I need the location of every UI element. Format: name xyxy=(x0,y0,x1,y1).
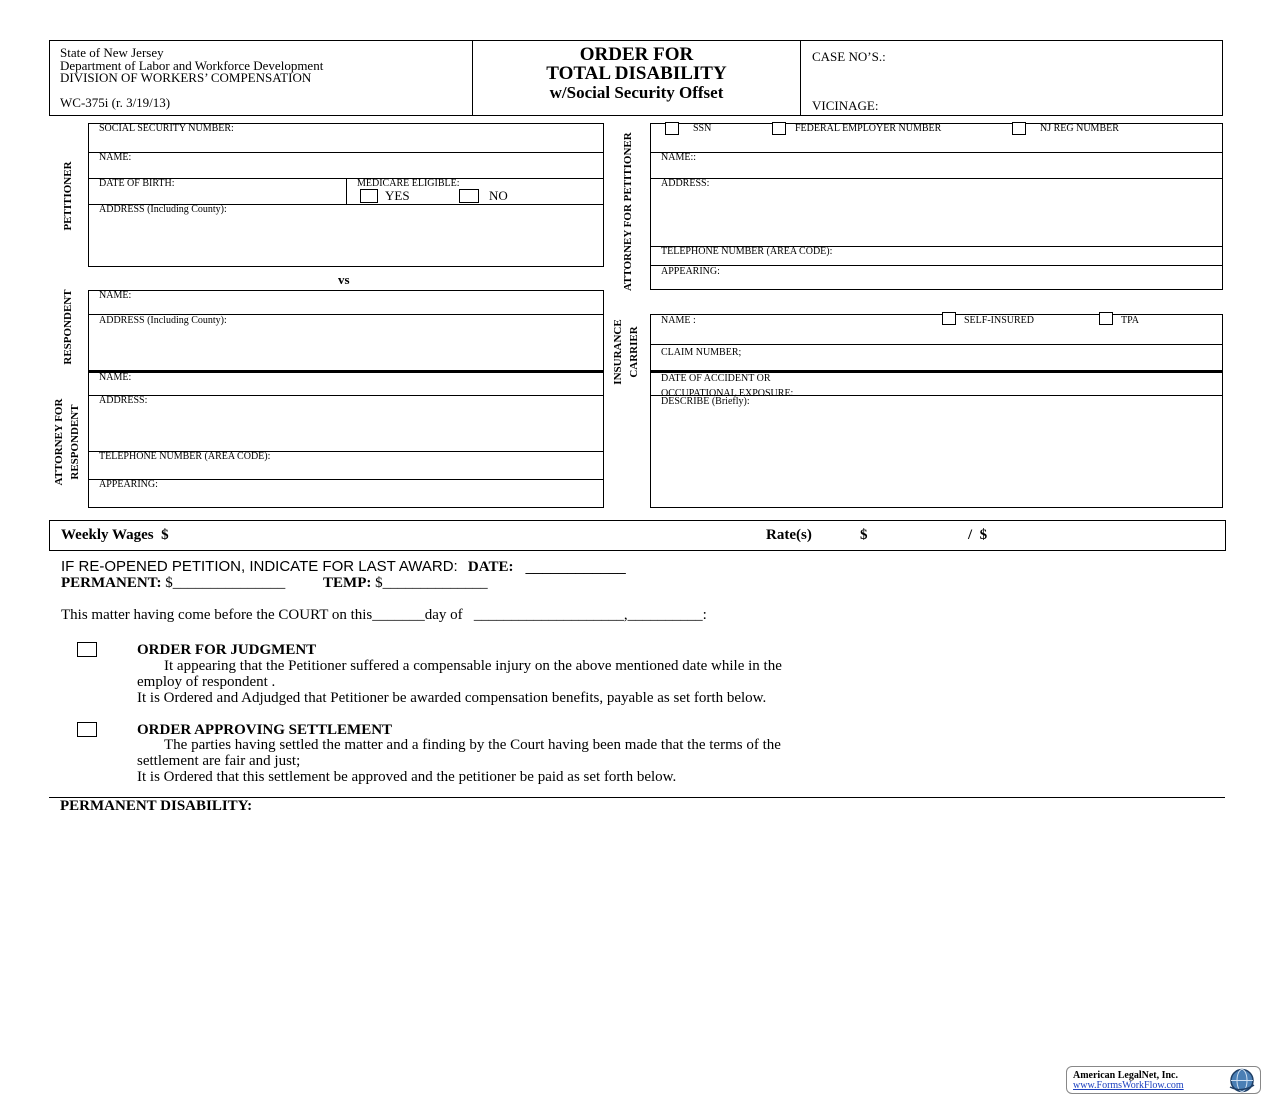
petitioner-dob-divider xyxy=(346,178,347,204)
globe-icon xyxy=(1224,1067,1260,1094)
insurance-side-label-2: CARRIER xyxy=(628,326,640,378)
respondent-thick-rule xyxy=(88,370,604,373)
order-settlement-line-2: settlement are fair and just; xyxy=(137,753,301,769)
petitioner-rule-1 xyxy=(88,152,604,153)
attorney-respondent-address-label: ADDRESS: xyxy=(99,395,148,406)
accident-label-2: OCCUPATIONAL EXPOSURE: xyxy=(661,388,794,395)
attorney-respondent-name-label: NAME: xyxy=(99,372,132,383)
attorney-petitioner-phone-label: TELEPHONE NUMBER (AREA CODE): xyxy=(661,246,833,257)
ssn-option-label: SSN xyxy=(693,123,712,134)
title-line-1: ORDER FOR xyxy=(579,44,694,65)
order-settlement-line-1: The parties having settled the matter and a finding by the Court having been made that the terms of the xyxy=(164,737,781,753)
order-judgment-title: ORDER FOR JUDGMENT xyxy=(137,642,317,658)
form-number: WC-375i (r. 3/19/13) xyxy=(60,95,171,110)
claim-number-label: CLAIM NUMBER; xyxy=(661,347,742,358)
order-settlement-line-3: It is Ordered that this settlement be approved and the petitioner be paid as set forth below. xyxy=(137,769,677,785)
accident-label-1: DATE OF ACCIDENT OR xyxy=(661,373,771,384)
insurance-name-label: NAME : xyxy=(661,315,696,326)
attorney-respondent-side-label-1: ATTORNEY FOR xyxy=(53,398,65,486)
fein-option-label: FEDERAL EMPLOYER NUMBER xyxy=(795,123,942,134)
petitioner-address-label: ADDRESS (Including County): xyxy=(99,204,227,215)
attorney-petitioner-side-label: ATTORNEY FOR PETITIONER xyxy=(622,132,634,291)
permanent-blank[interactable]: $_______________ xyxy=(165,575,286,591)
petitioner-name-label: NAME: xyxy=(99,152,132,163)
attorney-resp-rule-1 xyxy=(88,395,604,396)
petitioner-dob-label: DATE OF BIRTH: xyxy=(99,178,175,189)
fein-checkbox[interactable] xyxy=(772,122,786,135)
attorney-respondent-phone-label: TELEPHONE NUMBER (AREA CODE): xyxy=(99,451,271,462)
court-line: This matter having come before the COURT on this_______day of ____________________,__________: xyxy=(61,607,707,623)
medicare-no-label: NO xyxy=(489,188,508,203)
njreg-checkbox[interactable] xyxy=(1012,122,1026,135)
title-line-3: w/Social Security Offset xyxy=(549,83,724,102)
reopened-amounts xyxy=(61,575,488,591)
respondent-address-label: ADDRESS (Including County): xyxy=(99,315,227,326)
order-settlement-checkbox[interactable] xyxy=(77,722,97,737)
attorney-petitioner-name-label: NAME:: xyxy=(661,152,696,163)
agency-line-3: DIVISION OF WORKERS’ COMPENSATION xyxy=(60,70,312,85)
wages-box xyxy=(49,520,1226,551)
agency-line-2: Department of Labor and Workforce Development xyxy=(60,58,324,73)
respondent-side-label: RESPONDENT xyxy=(62,289,74,365)
self-insured-label: SELF-INSURED xyxy=(964,315,1035,326)
insurance-side-label-1: INSURANCE xyxy=(612,319,624,385)
temp-blank[interactable]: $______________ xyxy=(375,575,488,591)
attorney-pet-rule-1 xyxy=(650,152,1223,153)
rate-dollar-1: $ xyxy=(860,527,868,543)
medicare-label: MEDICARE ELIGIBLE: xyxy=(357,178,460,189)
medicare-no-checkbox[interactable] xyxy=(459,189,479,203)
permanent-label: PERMANENT: xyxy=(61,575,162,591)
tpa-label: TPA xyxy=(1121,315,1139,326)
attorney-petitioner-appearing-label: APPEARING: xyxy=(661,266,720,277)
order-judgment-line-3: It is Ordered and Adjudged that Petitioner be awarded compensation benefits, payable as set forth below. xyxy=(137,690,767,706)
reopened-text: IF RE-OPENED PETITION, INDICATE FOR LAST AWARD: xyxy=(61,558,458,575)
ssn-checkbox[interactable] xyxy=(665,122,679,135)
order-judgment-line-1: It appearing that the Petitioner suffered a compensable injury on the above mentioned date while in the xyxy=(164,658,782,674)
agency-line-1: State of New Jersey xyxy=(60,45,164,60)
vs-label: vs xyxy=(338,272,350,287)
vicinage-label: VICINAGE: xyxy=(812,98,879,113)
attorney-petitioner-address-label: ADDRESS: xyxy=(661,178,710,189)
reopened-date-label: DATE: xyxy=(467,559,514,575)
tpa-checkbox[interactable] xyxy=(1099,312,1113,325)
title-line-2: TOTAL DISABILITY xyxy=(546,63,727,84)
weekly-wages-label: Weekly Wages $ xyxy=(61,527,169,543)
petitioner-ssn-label: SOCIAL SECURITY NUMBER: xyxy=(99,123,234,134)
respondent-name-label: NAME: xyxy=(99,290,132,301)
permanent-disability-label: PERMANENT DISABILITY: xyxy=(60,798,253,814)
footer-company: American LegalNet, Inc. xyxy=(1073,1070,1178,1081)
describe-label: DESCRIBE (Briefly): xyxy=(661,396,750,407)
header-divider-2 xyxy=(800,40,801,116)
order-judgment-checkbox[interactable] xyxy=(77,642,97,657)
petitioner-side-label: PETITIONER xyxy=(62,161,74,231)
medicare-yes-label: YES xyxy=(385,188,410,203)
reopened-date-blank[interactable]: ____________ xyxy=(525,558,626,575)
medicare-yes-checkbox[interactable] xyxy=(360,189,378,203)
reopened-line xyxy=(61,559,626,575)
attorney-respondent-appearing-label: APPEARING: xyxy=(99,479,158,490)
rates-label: Rate(s) xyxy=(766,527,812,543)
case-number-label: CASE NO’S.: xyxy=(812,49,886,64)
temp-label: TEMP: xyxy=(323,575,372,591)
attorney-respondent-side-label-2: RESPONDENT xyxy=(69,404,81,480)
attorney-pet-rule-2 xyxy=(650,178,1223,179)
njreg-option-label: NJ REG NUMBER xyxy=(1040,123,1119,134)
self-insured-checkbox[interactable] xyxy=(942,312,956,325)
footer-url[interactable]: www.FormsWorkFlow.com xyxy=(1073,1080,1184,1091)
order-settlement-title: ORDER APPROVING SETTLEMENT xyxy=(137,722,393,738)
attorney-resp-rule-3 xyxy=(88,479,604,480)
attorney-pet-rule-4 xyxy=(650,265,1223,266)
rate-separator: / $ xyxy=(968,527,988,543)
insurance-rule-1 xyxy=(650,344,1223,345)
order-judgment-line-2: employ of respondent . xyxy=(137,674,276,690)
